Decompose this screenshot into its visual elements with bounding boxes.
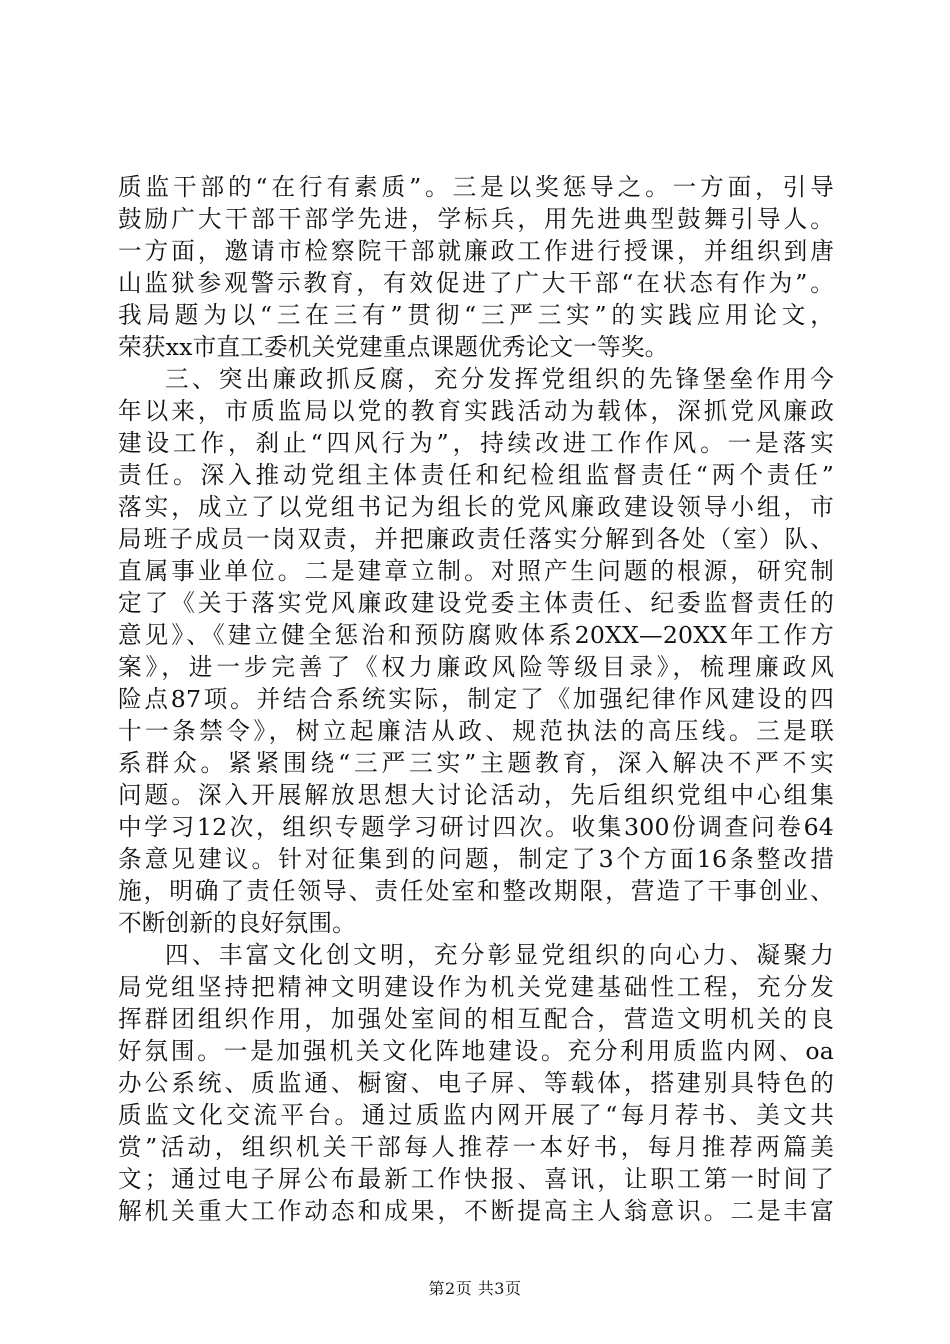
text-line: 直属事业单位。二是建章立制。对照产生问题的根源，研究制 (118, 557, 834, 585)
page-number-label: 第2页 共3页 (428, 1279, 522, 1298)
text-line: 解机关重大工作动态和成果，不断提高主人翁意识。二是丰富 (118, 1197, 834, 1225)
text-line: 中学习12次，组织专题学习研讨四次。收集300份调查问卷64 (118, 813, 834, 841)
text-line: 质监干部的“在行有素质”。三是以奖惩导之。一方面，引导 (118, 173, 834, 201)
text-line: 系群众。紧紧围绕“三严三实”主题教育，深入解决不严不实 (118, 749, 834, 777)
text-line: 质监文化交流平台。通过质监内网开展了“每月荐书、美文共 (118, 1101, 834, 1129)
text-line: 问题。深入开展解放思想大讨论活动，先后组织党组中心组集 (118, 781, 834, 809)
text-line: 不断创新的良好氛围。 (118, 909, 356, 937)
text-line: 落实，成立了以党组书记为组长的党风廉政建设领导小组，市 (118, 493, 834, 521)
text-line: 年以来，市质监局以党的教育实践活动为载体，深抓党风廉政 (118, 397, 834, 425)
text-line: 十一条禁令》，树立起廉洁从政、规范执法的高压线。三是联 (118, 717, 834, 745)
text-line: 荣获xx市直工委机关党建重点课题优秀论文一等奖。 (118, 333, 669, 361)
text-line: 挥群团组织作用，加强处室间的相互配合，营造文明机关的良 (118, 1005, 834, 1033)
text-line: 责任。深入推动党组主体责任和纪检组监督责任“两个责任” (118, 461, 834, 489)
text-line: 条意见建议。针对征集到的问题，制定了3个方面16条整改措 (118, 845, 834, 873)
text-line: 局班子成员一岗双责，并把廉政责任落实分解到各处（室）队、 (118, 525, 834, 553)
text-line: 我局题为以“三在三有”贯彻“三严三实”的实践应用论文， (118, 301, 834, 329)
text-line: 赏”活动，组织机关干部每人推荐一本好书，每月推荐两篇美 (118, 1133, 834, 1161)
text-line: 好氛围。一是加强机关文化阵地建设。充分利用质监内网、oa (118, 1037, 834, 1065)
text-line: 建设工作，刹止“四风行为”，持续改进工作作风。一是落实 (118, 429, 834, 457)
text-line: 局党组坚持把精神文明建设作为机关党建基础性工程，充分发 (118, 973, 834, 1001)
text-line: 定了《关于落实党风廉政建设党委主体责任、纪委监督责任的 (118, 589, 834, 617)
text-line: 案》，进一步完善了《权力廉政风险等级目录》，梳理廉政风 (118, 653, 834, 681)
text-line: 险点87项。并结合系统实际，制定了《加强纪律作风建设的四 (118, 685, 834, 713)
text-line: 文；通过电子屏公布最新工作快报、喜讯，让职工第一时间了 (118, 1165, 834, 1193)
body-text (118, 171, 834, 1227)
section-heading-line: 三、突出廉政抓反腐，充分发挥党组织的先锋堡垒作用今 (165, 365, 834, 393)
text-line: 一方面，邀请市检察院干部就廉政工作进行授课，并组织到唐 (118, 237, 834, 265)
page-footer (0, 1279, 950, 1299)
text-line: 鼓励广大干部干部学先进，学标兵，用先进典型鼓舞引导人。 (118, 205, 834, 233)
section-heading-line: 四、丰富文化创文明，充分彰显党组织的向心力、凝聚力 (165, 941, 834, 969)
text-line: 意见》、《建立健全惩治和预防腐败体系20XX—20XX年工作方 (118, 621, 834, 649)
text-line: 办公系统、质监通、橱窗、电子屏、等载体，搭建别具特色的 (118, 1069, 834, 1097)
text-line: 山监狱参观警示教育，有效促进了广大干部“在状态有作为”。 (118, 269, 834, 297)
text-line: 施，明确了责任领导、责任处室和整改期限，营造了干事创业、 (118, 877, 834, 905)
